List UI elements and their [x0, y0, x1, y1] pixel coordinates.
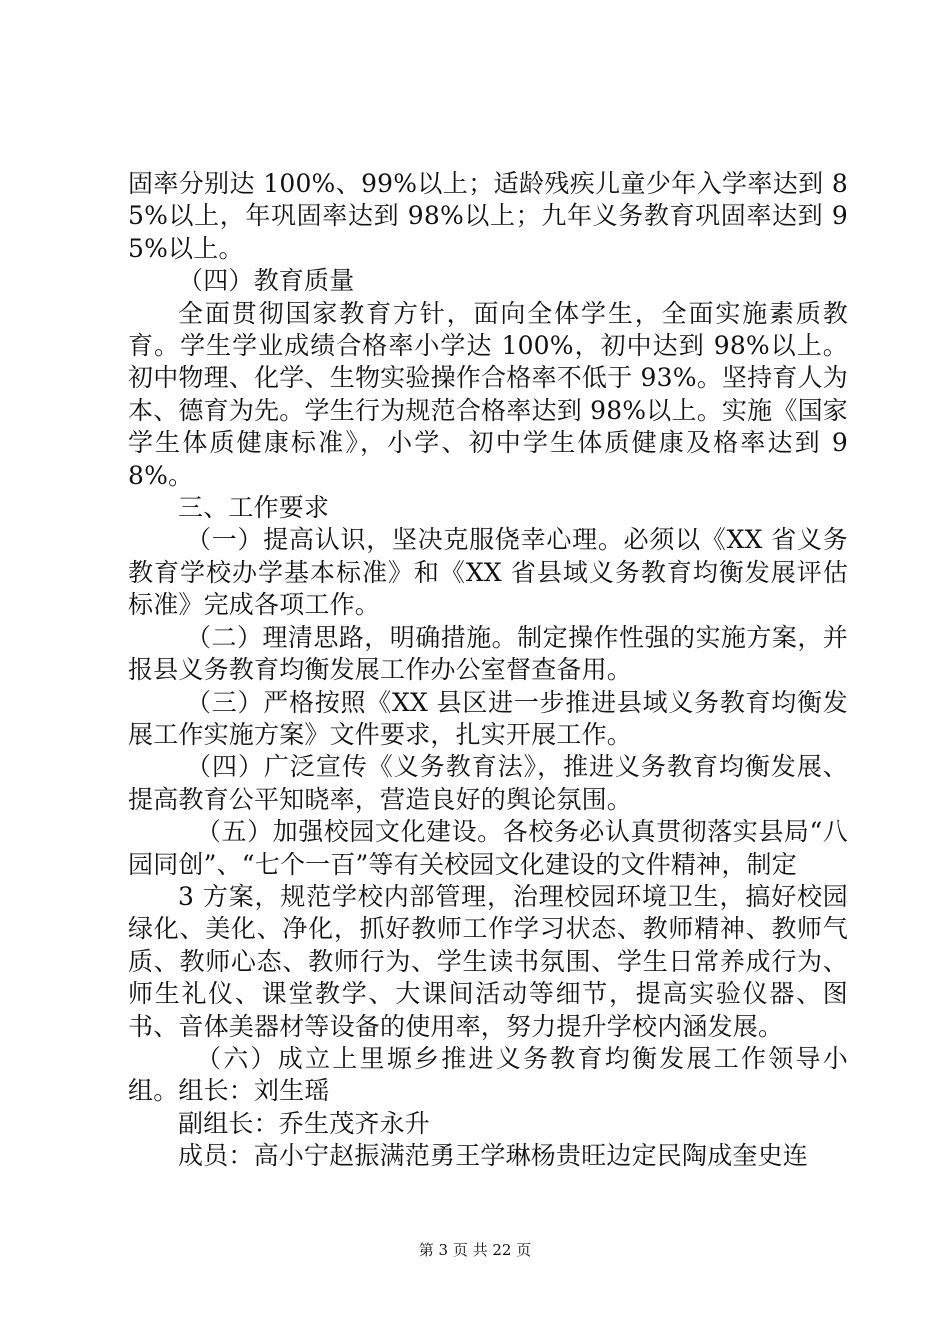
heading-work-requirements: 三、工作要求	[178, 493, 330, 523]
paragraph-requirement-5: （五）加强校园文化建设。各校务必认真贯彻落实县局“八园同创”、“七个一百”等有关校园文化建设的文件精神，制定	[128, 817, 848, 879]
paragraph-requirement-4: （四）广泛宣传《义务教育法》，推进义务教育均衡发展、提高教育公平知晓率，营造良好的舆论氛围。	[128, 752, 848, 814]
paragraph-requirement-5-continued: 3 方案，规范学校内部管理，治理校园环境卫生，搞好校园绿化、美化、净化，抓好教师工作学习状态、教师精神、教师气质、教师心态、教师行为、学生读书氛围、学生日常养成行为、师生礼仪、课堂教学、大课间活动等细节，提高实验仪器、图书、音体美器材等设备的使用率，努力提升学校内涵发展。	[128, 881, 848, 1041]
paragraph-deputy-leaders: 副组长：乔生茂齐永升	[178, 1108, 431, 1138]
paragraph-requirement-2: （二）理清思路，明确措施。制定操作性强的实施方案，并报县义务教育均衡发展工作办公室督查备用。	[128, 622, 848, 685]
document-body	[128, 168, 848, 1173]
paragraph-requirement-1: （一）提高认识，坚决克服侥幸心理。必须以《XX 省义务教育学校办学基本标准》和《XX 省县域义务教育均衡发展评估标准》完成各项工作。	[128, 525, 848, 620]
page-number-footer: 第 3 页 共 22 页	[418, 1241, 532, 1259]
heading-education-quality: （四）教育质量	[178, 266, 355, 296]
paragraph-requirement-6: （六）成立上里塬乡推进义务教育均衡发展工作领导小组。组长：刘生瑶	[128, 1043, 848, 1106]
paragraph-enrollment-rates: 固率分别达 100%、99%以上；适龄残疾儿童少年入学率达到 85%以上，年巩固率达到 98%以上；九年义务教育巩固率达到 95%以上。	[128, 169, 848, 263]
paragraph-members: 成员：高小宁赵振满范勇王学琳杨贵旺边定民陶成奎史连	[178, 1141, 809, 1171]
paragraph-education-quality: 全面贯彻国家教育方针，面向全体学生，全面实施素质教育。学生学业成绩合格率小学达 100%，初中达到 98%以上。初中物理、化学、生物实验操作合格率不低于 93%。坚持育人为本、德育为先。学生行为规范合格率达到 98%以上。实施《国家学生体质健康标准》，小学、初中学生体质健康及格率达到 98%。	[128, 298, 848, 490]
paragraph-requirement-3: （三）严格按照《XX 县区进一步推进县域义务教育均衡发展工作实施方案》文件要求，扎实开展工作。	[128, 687, 848, 749]
